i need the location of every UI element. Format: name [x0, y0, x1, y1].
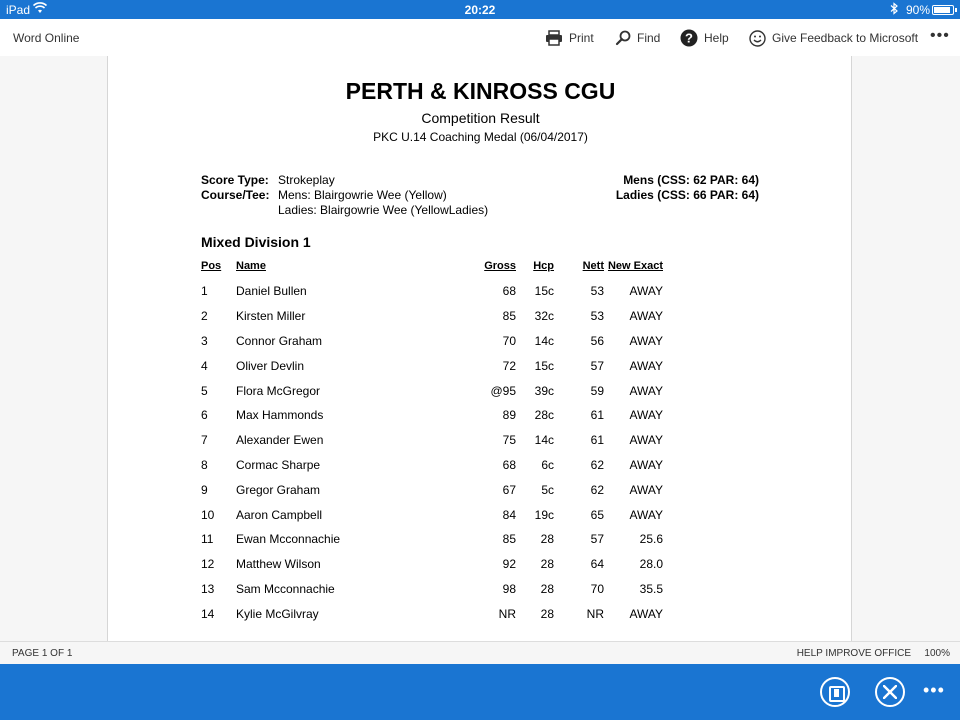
app-toolbar	[0, 19, 960, 56]
page-indicator: PAGE 1 OF 1	[12, 648, 73, 659]
results-table	[201, 260, 663, 626]
cell-hcp: 15c	[534, 358, 554, 373]
cell-new-exact: AWAY	[629, 284, 663, 299]
cell-new-exact: AWAY	[629, 383, 663, 398]
print-button[interactable]	[545, 28, 594, 48]
score-type-label: Score Type:	[201, 173, 269, 187]
table-row	[201, 577, 663, 602]
cell-gross: 68	[502, 284, 516, 299]
course-ladies: Ladies: Blairgowrie Wee (YellowLadies)	[278, 203, 489, 217]
cell-nett: 57	[590, 358, 604, 373]
cell-new-exact: AWAY	[629, 482, 663, 497]
cell-name: Kylie McGilvray	[236, 606, 319, 621]
feedback-button[interactable]	[749, 28, 918, 48]
cell-pos: 10	[201, 507, 215, 522]
cell-name: Flora McGregor	[236, 383, 321, 398]
status-footer	[0, 641, 960, 664]
find-button[interactable]	[615, 28, 660, 48]
cell-hcp: 5c	[541, 482, 554, 497]
cell-pos: 7	[201, 433, 208, 448]
close-icon[interactable]	[875, 677, 905, 707]
cell-nett: 70	[590, 581, 604, 596]
cell-hcp: 14c	[534, 333, 554, 348]
cell-hcp: 28c	[534, 408, 554, 423]
cell-new-exact: AWAY	[629, 507, 663, 522]
cell-hcp: 28	[540, 532, 554, 547]
cell-pos: 4	[201, 358, 208, 373]
col-new-exact: New Exact	[607, 260, 663, 272]
col-name: Name	[236, 260, 266, 272]
cell-new-exact: AWAY	[629, 457, 663, 472]
cell-name: Kirsten Miller	[236, 309, 306, 324]
cell-gross: 98	[502, 581, 516, 596]
table-row	[201, 279, 663, 304]
cell-pos: 9	[201, 482, 208, 497]
status-bar	[0, 0, 960, 19]
cell-name: Sam Mcconnachie	[236, 581, 335, 596]
cell-new-exact: AWAY	[629, 408, 663, 423]
cell-hcp: 28	[540, 606, 554, 621]
frame-icon[interactable]	[820, 677, 850, 707]
help-label: Help	[704, 31, 729, 45]
css-par-info	[616, 173, 759, 203]
cell-pos: 14	[201, 606, 215, 621]
cell-new-exact: 28.0	[639, 557, 663, 572]
course-label: Course/Tee:	[201, 188, 270, 202]
cell-pos: 12	[201, 557, 215, 572]
table-header-row	[201, 260, 663, 279]
cell-gross: 67	[502, 482, 516, 497]
col-gross: Gross	[484, 260, 516, 272]
bluetooth-icon	[890, 2, 898, 18]
cell-nett: 57	[590, 532, 604, 547]
cell-nett: 61	[590, 433, 604, 448]
cell-nett: 53	[590, 309, 604, 324]
cell-gross: @95	[490, 383, 516, 398]
table-row	[201, 378, 663, 403]
battery-percent: 90%	[905, 3, 930, 17]
document-area[interactable]	[0, 56, 960, 641]
cell-hcp: 14c	[534, 433, 554, 448]
cell-pos: 2	[201, 309, 208, 324]
table-row	[201, 353, 663, 378]
table-row	[201, 403, 663, 428]
cell-pos: 13	[201, 581, 215, 596]
cell-new-exact: AWAY	[629, 309, 663, 324]
cell-name: Connor Graham	[236, 333, 323, 348]
cell-gross: 70	[502, 333, 516, 348]
cell-name: Alexander Ewen	[236, 433, 324, 448]
table-row	[201, 428, 663, 453]
cell-nett: 62	[590, 457, 604, 472]
cell-hcp: 6c	[541, 457, 554, 472]
cell-nett: 62	[590, 482, 604, 497]
search-icon	[615, 30, 631, 46]
cell-nett: NR	[586, 606, 604, 621]
cell-hcp: 28	[540, 581, 554, 596]
division-heading: Mixed Division 1	[201, 234, 311, 250]
course-mens: Mens: Blairgowrie Wee (Yellow)	[278, 188, 447, 202]
cell-nett: 64	[590, 557, 604, 572]
battery-icon	[932, 5, 954, 15]
page-title: PERTH & KINROSS CGU	[345, 78, 616, 104]
cell-pos: 3	[201, 333, 208, 348]
bottom-bar	[0, 664, 960, 720]
table-row	[201, 304, 663, 329]
cell-nett: 61	[590, 408, 604, 423]
cell-new-exact: 25.6	[639, 532, 663, 547]
cell-gross: 92	[502, 557, 516, 572]
cell-gross: 85	[502, 309, 516, 324]
cell-hcp: 39c	[534, 383, 554, 398]
ladies-css-par: Ladies (CSS: 66 PAR: 64)	[615, 188, 759, 202]
cell-new-exact: AWAY	[629, 358, 663, 373]
help-icon	[680, 29, 698, 47]
cell-gross: 72	[502, 358, 516, 373]
help-improve-office-link[interactable]: HELP IMPROVE OFFICE	[796, 648, 911, 659]
cell-nett: 53	[590, 284, 604, 299]
results-body	[201, 279, 663, 626]
cell-gross: 85	[502, 532, 516, 547]
cell-nett: 56	[590, 333, 604, 348]
table-row	[201, 527, 663, 552]
table-row	[201, 552, 663, 577]
cell-new-exact: 35.5	[639, 581, 663, 596]
score-type-value: Strokeplay	[278, 173, 335, 187]
app-name: Word Online	[13, 31, 80, 45]
col-hcp: Hcp	[533, 260, 554, 272]
page-subtitle: Competition Result	[421, 110, 540, 126]
cell-name: Ewan Mcconnachie	[236, 532, 341, 547]
table-row	[201, 601, 663, 626]
cell-name: Matthew Wilson	[236, 557, 321, 572]
table-row	[201, 329, 663, 354]
cell-gross: 89	[502, 408, 516, 423]
clock: 20:22	[464, 3, 496, 17]
svg-text:?: ?	[685, 30, 693, 46]
cell-new-exact: AWAY	[629, 433, 663, 448]
col-pos: Pos	[201, 260, 222, 272]
event-name: PKC U.14 Coaching Medal (06/04/2017)	[373, 130, 588, 144]
feedback-label: Give Feedback to Microsoft	[772, 31, 919, 45]
cell-name: Aaron Campbell	[236, 507, 323, 522]
help-button[interactable]	[680, 28, 729, 48]
cell-hcp: 19c	[534, 507, 554, 522]
cell-name: Gregor Graham	[236, 482, 321, 497]
cell-gross: 75	[502, 433, 516, 448]
table-row	[201, 502, 663, 527]
cell-gross: 68	[502, 457, 516, 472]
cell-pos: 6	[201, 408, 208, 423]
cell-pos: 5	[201, 383, 208, 398]
printer-icon	[545, 30, 563, 46]
competition-details	[201, 173, 488, 218]
cell-name: Max Hammonds	[236, 408, 324, 423]
zoom-level[interactable]: 100%	[924, 648, 950, 659]
more-options-button[interactable]: •••	[930, 27, 950, 44]
cell-name: Oliver Devlin	[236, 358, 305, 373]
bottom-more-button[interactable]: •••	[923, 680, 945, 700]
cell-hcp: 15c	[534, 284, 554, 299]
cell-new-exact: AWAY	[629, 333, 663, 348]
smiley-icon	[749, 30, 766, 47]
find-label: Find	[637, 31, 661, 45]
print-label: Print	[569, 31, 594, 45]
cell-hcp: 32c	[534, 309, 554, 324]
col-nett: Nett	[582, 260, 604, 272]
document-page	[107, 56, 852, 641]
cell-hcp: 28	[540, 557, 554, 572]
cell-gross: 84	[502, 507, 516, 522]
table-row	[201, 453, 663, 478]
cell-name: Cormac Sharpe	[236, 457, 321, 472]
cell-name: Daniel Bullen	[236, 284, 307, 299]
mens-css-par: Mens (CSS: 62 PAR: 64)	[623, 173, 759, 187]
cell-nett: 59	[590, 383, 604, 398]
cell-pos: 11	[201, 532, 214, 547]
cell-gross: NR	[498, 606, 516, 621]
cell-pos: 8	[201, 457, 208, 472]
table-row	[201, 477, 663, 502]
cell-pos: 1	[201, 284, 208, 299]
cell-new-exact: AWAY	[629, 606, 663, 621]
cell-nett: 65	[590, 507, 604, 522]
device-name: iPad	[6, 3, 31, 17]
